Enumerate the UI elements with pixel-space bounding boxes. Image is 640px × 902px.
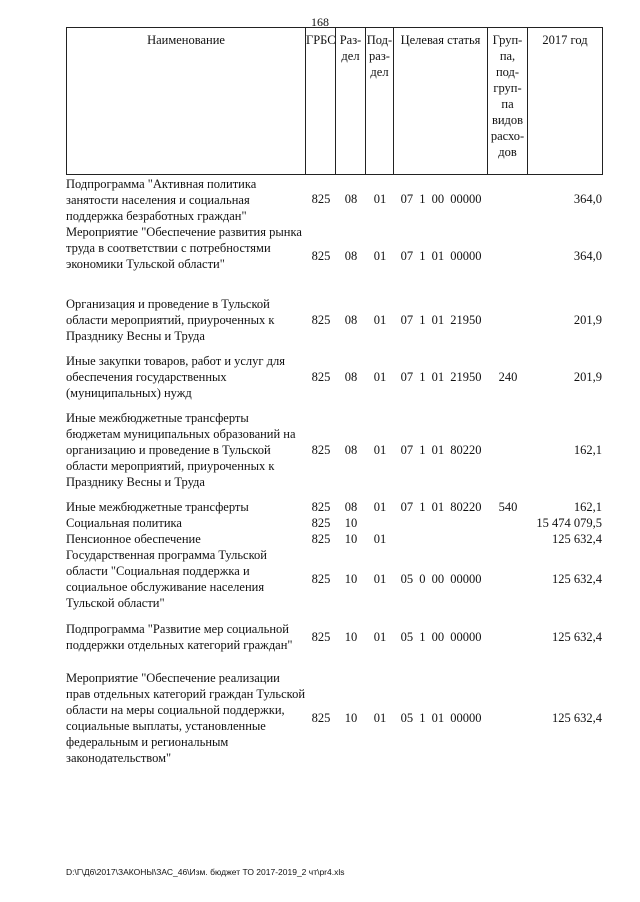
row-podrazdel: 01 <box>373 630 387 644</box>
row-razdel: 08 <box>344 313 358 327</box>
row-sum: 201,9 <box>573 313 602 327</box>
row-razdel: 10 <box>344 516 358 530</box>
row-name: Организация и проведение в Тульской области мероприятий, приуроченных к Празднику Весны и Труда <box>66 297 275 343</box>
row-name: Социальная политика <box>66 516 182 530</box>
row-grbs: 825 <box>311 192 331 206</box>
row-celevaya-statya: 07 1 01 21950 <box>400 370 482 384</box>
row-razdel: 10 <box>344 711 358 725</box>
row-podrazdel: 01 <box>373 192 387 206</box>
row-sum: 162,1 <box>573 500 602 514</box>
header-razdel: Раз- дел <box>336 28 366 174</box>
file-path-footer: D:\Г\Д6\2017\ЗАКОНЫ\ЗАС_46\Изм. бюджет ТО 2017-2019_2 чт\pr4.xls <box>66 867 345 877</box>
row-grbs: 825 <box>311 249 331 263</box>
row-sum: 364,0 <box>573 249 602 263</box>
row-grbs: 825 <box>311 630 331 644</box>
header-podrazdel: Под- раз- дел <box>366 28 394 174</box>
row-celevaya-statya: 07 1 01 80220 <box>400 500 482 514</box>
row-celevaya-statya: 07 1 00 00000 <box>400 192 482 206</box>
row-sum: 125 632,4 <box>552 630 602 644</box>
row-grbs: 825 <box>311 532 331 546</box>
row-razdel: 08 <box>344 192 358 206</box>
row-grbs: 825 <box>311 516 331 530</box>
row-name: Государственная программа Тульской области "Социальная поддержка и социальное обслуживание населения Тульской области" <box>66 548 267 610</box>
row-celevaya-statya: 05 1 00 00000 <box>400 630 482 644</box>
row-sum: 125 632,4 <box>552 711 602 725</box>
row-grbs: 825 <box>311 370 331 384</box>
row-grbs: 825 <box>311 443 331 457</box>
row-celevaya-statya: 05 1 01 00000 <box>400 711 482 725</box>
row-razdel: 08 <box>344 249 358 263</box>
row-podrazdel: 01 <box>373 313 387 327</box>
header-gruppa-vidov-raskhodov: Груп- па, под- груп- па видов расхо- дов <box>488 28 528 174</box>
row-name: Мероприятие "Обеспечение развития рынка труда в соответствии с потребностями экономики Тульской области" <box>66 225 302 271</box>
row-sum: 125 632,4 <box>552 532 602 546</box>
row-podrazdel: 01 <box>373 572 387 586</box>
row-celevaya-statya: 05 0 00 00000 <box>400 572 482 586</box>
row-name: Подпрограмма "Развитие мер социальной поддержки отдельных категорий граждан" <box>66 622 293 652</box>
row-name: Подпрограмма "Активная политика занятости населения и социальная поддержка безработных граждан" <box>66 177 257 223</box>
row-celevaya-statya: 07 1 01 21950 <box>400 313 482 327</box>
row-podrazdel: 01 <box>373 370 387 384</box>
row-podrazdel: 01 <box>373 532 387 546</box>
row-grbs: 825 <box>311 500 331 514</box>
row-grbs: 825 <box>311 313 331 327</box>
row-razdel: 10 <box>344 532 358 546</box>
row-name: Иные межбюджетные трансферты <box>66 500 249 514</box>
row-name: Иные закупки товаров, работ и услуг для обеспечения государственных (муниципальных) нужд <box>66 354 286 400</box>
row-podrazdel: 01 <box>373 711 387 725</box>
header-grbs: ГРБС <box>306 28 336 174</box>
row-sum: 15 474 079,5 <box>536 516 602 530</box>
row-gruppa: 240 <box>498 370 518 384</box>
row-podrazdel: 01 <box>373 443 387 457</box>
row-razdel: 10 <box>344 572 358 586</box>
row-celevaya-statya: 07 1 01 00000 <box>400 249 482 263</box>
table-header <box>66 27 603 175</box>
header-celevaya-statya: Целевая статья <box>394 28 488 174</box>
row-name: Мероприятие "Обеспечение реализации прав отдельных категорий граждан Тульской области на меры социальной поддержки, социальные выплаты, установленные федеральным и региональным законодательством" <box>66 671 306 765</box>
row-razdel: 08 <box>344 500 358 514</box>
header-name: Наименование <box>67 28 306 174</box>
row-sum: 201,9 <box>573 370 602 384</box>
row-name: Иные межбюджетные трансферты бюджетам муниципальных образований на организацию и проведение в Тульской области мероприятий, приуроченных к Празднику Весны и Труда <box>66 411 296 489</box>
header-2017-god: 2017 год <box>542 33 588 47</box>
row-grbs: 825 <box>311 572 331 586</box>
row-gruppa: 540 <box>498 500 518 514</box>
row-razdel: 08 <box>344 370 358 384</box>
row-podrazdel: 01 <box>373 500 387 514</box>
row-podrazdel: 01 <box>373 249 387 263</box>
row-celevaya-statya: 07 1 01 80220 <box>400 443 482 457</box>
row-razdel: 10 <box>344 630 358 644</box>
row-sum: 364,0 <box>573 192 602 206</box>
row-sum: 125 632,4 <box>552 572 602 586</box>
row-razdel: 08 <box>344 443 358 457</box>
row-name: Пенсионное обеспечение <box>66 532 201 546</box>
page-number: 168 <box>311 15 329 29</box>
row-sum: 162,1 <box>573 443 602 457</box>
row-grbs: 825 <box>311 711 331 725</box>
